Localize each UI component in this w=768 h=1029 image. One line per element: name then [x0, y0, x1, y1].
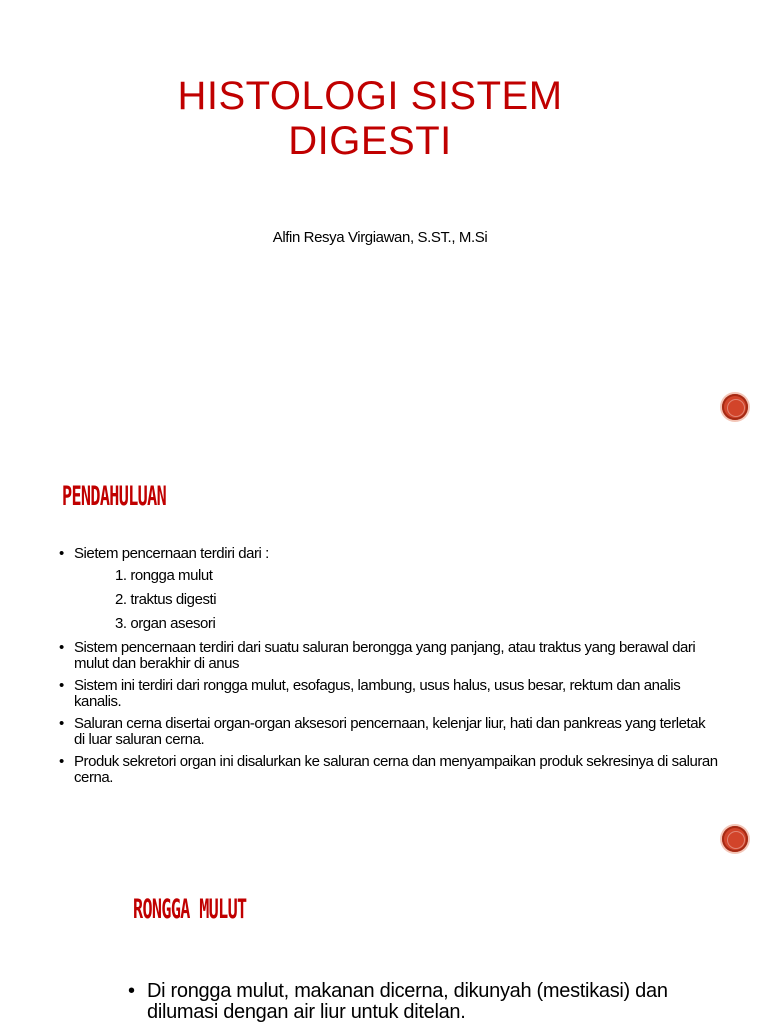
organ-item: 1. rongga mulut [115, 567, 213, 584]
slide-rongga-mulut [0, 865, 768, 1024]
list-item [58, 546, 718, 562]
organ-item: 3. organ asesori [115, 615, 216, 632]
list-item [58, 716, 718, 748]
presentation-title [120, 74, 620, 164]
list-item [58, 640, 718, 672]
bullet-text: Produk sekretori organ ini disalurkan ke saluran cerna dan menyampaikan produk sekresinya di saluran cerna. [74, 753, 718, 786]
bullet-list [58, 546, 718, 792]
organ-item: 2. traktus digesti [115, 591, 217, 608]
section-heading: RONGGA MULUT [133, 894, 247, 925]
orange-circle-icon [722, 394, 748, 420]
bullet-text: Saluran cerna disertai organ-organ aksesori pencernaan, kelenjar liur, hati dan pankreas yang terletak di luar saluran cerna. [74, 715, 706, 748]
list-item [58, 754, 718, 786]
author-name: Alfin Resya Virgiawan, S.ST., M.Si [272, 229, 488, 246]
title-line-2: DIGESTI [288, 119, 452, 163]
bullet-text: Sietem pencernaan terdiri dari : [74, 545, 269, 562]
bullet-text: Di rongga mulut, makanan dicerna, dikunyah (mestikasi) dan dilumasi dengan air liur untuk ditelan. [147, 980, 668, 1023]
bullet-list [127, 981, 687, 1029]
organ-list [58, 568, 718, 632]
list-item [127, 981, 687, 1023]
orange-circle-icon [722, 826, 748, 852]
slide-pendahuluan [0, 436, 768, 865]
title-line-1: HISTOLOGI SISTEM [177, 74, 563, 118]
bullet-text: Sistem ini terdiri dari rongga mulut, esofagus, lambung, usus halus, usus besar, rektum dan analis kanalis. [74, 677, 681, 710]
list-item [58, 678, 718, 710]
bullet-text: Sistem pencernaan terdiri dari suatu saluran berongga yang panjang, atau traktus yang berawal dari mulut dan berakhir di anus [74, 639, 696, 672]
section-heading: PENDAHULUAN [62, 481, 167, 512]
slide-title [0, 0, 768, 436]
